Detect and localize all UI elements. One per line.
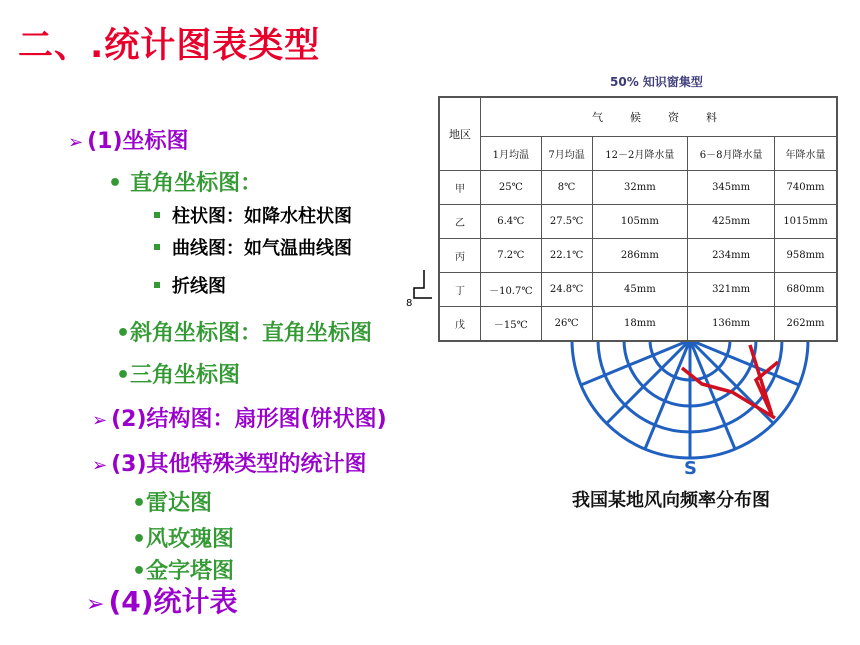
outline-line-chart xyxy=(154,272,226,298)
dot-bullet-icon: • xyxy=(108,171,123,196)
column-header: 12－2月降水量 xyxy=(592,137,688,171)
line-chart-label: 折线图 xyxy=(172,276,226,297)
wind-rose-south-label: S xyxy=(684,458,697,479)
region-header: 地区 xyxy=(440,98,481,171)
outline-oblique: •斜角坐标图：直角坐标图 xyxy=(116,321,373,346)
outline-radar: •雷达图 xyxy=(132,491,213,516)
column-header: 年降水量 xyxy=(775,137,837,171)
table-cell: 136mm xyxy=(688,307,775,341)
table-cell: 740mm xyxy=(775,171,837,205)
outline-triangle: •三角坐标图 xyxy=(116,363,241,388)
square-bullet-icon xyxy=(154,282,160,288)
wind-rose-caption: 我国某地风向频率分布图 xyxy=(572,490,770,511)
region-cell: 丁 xyxy=(440,273,481,307)
outline-pyramid: •金字塔图 xyxy=(132,559,235,584)
table-row xyxy=(440,171,837,205)
outline-sub-cartesian xyxy=(108,166,262,197)
climate-table xyxy=(438,96,838,342)
arrow-bullet-icon: ➢ xyxy=(68,132,84,153)
table-cell: 286mm xyxy=(592,239,688,273)
region-cell: 戊 xyxy=(440,307,481,341)
table-cell: 234mm xyxy=(688,239,775,273)
outline-item-3-label: (3)其他特殊类型的统计图 xyxy=(111,452,367,477)
table-cell: 7.2℃ xyxy=(481,239,542,273)
table-cell: 22.1℃ xyxy=(541,239,592,273)
outline-rose: •风玫瑰图 xyxy=(132,527,235,552)
table-cell: 321mm xyxy=(688,273,775,307)
table-cell: －10.7℃ xyxy=(481,273,542,307)
outline-item-1 xyxy=(68,124,189,155)
climate-data-table xyxy=(439,97,837,341)
sub-cartesian-label: 直角坐标图： xyxy=(130,171,263,196)
table-cell: 6.4℃ xyxy=(481,205,542,239)
outline-curve-chart xyxy=(154,234,352,260)
table-row xyxy=(440,205,837,239)
square-bullet-icon xyxy=(154,212,160,218)
table-cell: 45mm xyxy=(592,273,688,307)
table-cell: 32mm xyxy=(592,171,688,205)
column-header: 1月均温 xyxy=(481,137,542,171)
outline-item-4-label: (4)统计表 xyxy=(108,585,238,618)
table-cell: 24.8℃ xyxy=(541,273,592,307)
table-cell: 25℃ xyxy=(481,171,542,205)
table-cell: 8℃ xyxy=(541,171,592,205)
arrow-bullet-icon: ➢ xyxy=(92,455,108,476)
bar-chart-label: 柱状图：如降水柱状图 xyxy=(172,206,352,227)
column-header: 7月均温 xyxy=(541,137,592,171)
outline-item-3 xyxy=(92,447,367,478)
table-cell: 1015mm xyxy=(775,205,837,239)
table-row xyxy=(440,273,837,307)
curve-chart-label: 曲线图：如气温曲线图 xyxy=(172,238,352,259)
outline-item-1-label: (1)坐标图 xyxy=(87,129,189,154)
table-cell: 425mm xyxy=(688,205,775,239)
table-cell: 105mm xyxy=(592,205,688,239)
table-cell: －15℃ xyxy=(481,307,542,341)
table-row xyxy=(440,307,837,341)
square-bullet-icon xyxy=(154,244,160,250)
arrow-bullet-icon: ➢ xyxy=(86,592,105,617)
outline-item-2 xyxy=(92,402,387,433)
region-cell: 乙 xyxy=(440,205,481,239)
table-cell: 18mm xyxy=(592,307,688,341)
region-cell: 丙 xyxy=(440,239,481,273)
table-cell: 680mm xyxy=(775,273,837,307)
table-cell: 958mm xyxy=(775,239,837,273)
outline-bar-chart xyxy=(154,202,352,228)
table-row xyxy=(440,239,837,273)
partial-caption-text: 50% 知识窗集型 xyxy=(610,75,703,89)
table-cell: 26℃ xyxy=(541,307,592,341)
page-title: 二、.统计图表类型 xyxy=(18,26,321,66)
outline-item-2-label: (2)结构图：扇形图(饼状图) xyxy=(111,407,387,432)
arrow-bullet-icon: ➢ xyxy=(92,410,108,431)
table-cell: 262mm xyxy=(775,307,837,341)
table-cell: 345mm xyxy=(688,171,775,205)
outline-item-4 xyxy=(86,580,238,620)
column-header: 6－8月降水量 xyxy=(688,137,775,171)
climate-group-header: 气 候 资 料 xyxy=(481,98,837,137)
region-cell: 甲 xyxy=(440,171,481,205)
partial-chart-digit: 8 xyxy=(406,298,413,309)
table-cell: 27.5℃ xyxy=(541,205,592,239)
